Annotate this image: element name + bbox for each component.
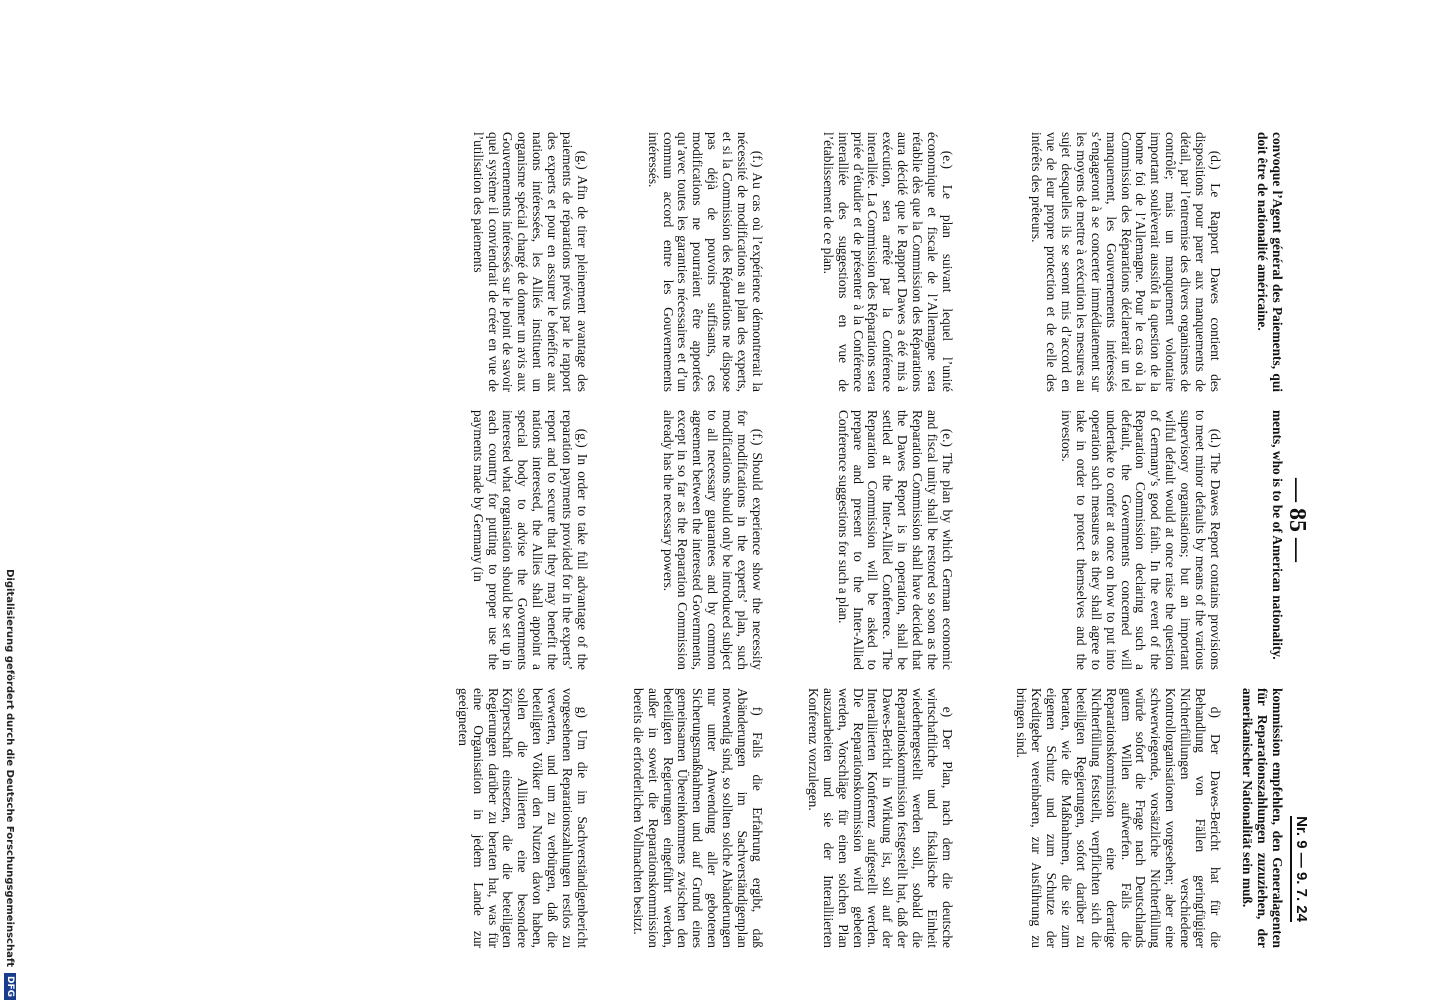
paragraph-text: d) Der Dawes-Bericht hat für die Behandlung von Fällen geringfügiger Nichterfüllungen verschiedene Kontrollorganisationen vorgesehen; aber eine schwerwiegende, vorsätzliche Nichterfüllung würde sofort die Frage nach Deutschlands gutem Willen aufwerfen. Falls die Reparationskommission eine derartige Nichterfüllung feststellt, verpflichten sich die beteiligten Regierungen, sofort darüber zu beraten, wie die Maßnahmen, die sie zum eigenen Schutz und zum Schutze der Kreditgeber vereinbaren, zur Ausführung zu bringen sind. xyxy=(1014,688,1223,948)
dfg-logo-icon: DFG xyxy=(4,973,16,1000)
section-f xyxy=(660,410,764,670)
section-g xyxy=(470,410,589,670)
section-d xyxy=(1058,410,1222,670)
paragraph-text: (f.) Should experience show the necessity for modifications in the experts’ plan, such modifications should only be introduced subject to all necessary guarantees and by common agreement between the interested Governments, except in so far as the Reparation Commission already has the necessary powers. xyxy=(660,410,765,670)
issue-date: Nr. 9 — 9. 7. 24 xyxy=(1290,816,1310,922)
credit-text: Digitalisierung gefördert durch die Deutsche Forschungsgemeinschaft xyxy=(4,569,16,967)
section-g xyxy=(470,132,589,392)
paragraph-text: e) Der Plan, nach dem die deutsche wirtschaftliche und fiskalische Einheit wiederhergestellt werden soll, sobald die Reparationskommission festgestellt hat, daß der Dawes-Bericht in Wirkung ist, soll auf der Interalliierten Konferenz aufgestellt werden. Die Reparationskommission wird gebeten werden, Vorschläge für einen solchen Plan auszuarbeiten und sie der Interalliierten Konferenz vorzulegen. xyxy=(805,688,955,948)
paragraph-text: (g.) Afin de tirer pleinement avantage des paiements de réparations prévus par le rapport des experts et pour en assurer le bénéfice aux nations intéressées, les Alliés instituent un organisme spécial chargé de donner un avis aux Gouvernements intéressés sur le point de savoir quel système il conviendrait de créer en vue de l’utilisation des paiements xyxy=(470,132,590,392)
digitization-credit xyxy=(0,0,20,1000)
section-f xyxy=(630,688,764,948)
page-number: — 85 — xyxy=(1284,478,1310,562)
section-continuation xyxy=(1254,132,1284,392)
section-d xyxy=(1013,688,1222,948)
paragraph-text: (g.) In order to take full advantage of the reparation payments provided for in the experts’ report and to secure that they may benefit the nations interested, the Allies shall appoint a special body to advise the Governments interested what organisation should be set up in each country for putting to proper use the payments made by Germany (in xyxy=(470,410,590,670)
section-e xyxy=(805,688,954,948)
section-e xyxy=(820,132,954,392)
section-continuation xyxy=(1239,688,1284,948)
section-f xyxy=(645,132,764,392)
paragraph-text: (d.) Le Rapport Dawes contient des dispositions pour parer aux manquements de détail, par l’entremise des divers organismes de contrôle; mais un manquement volontaire important soulèverait aussitôt la question de la bonne foi de l’Allemagne. Pour le cas où la Commission des Réparations déclarerait un tel manquement, les Gouvernements intéressés s’engageront à se concerter immédiatement sur les moyens de mettre à exécution les mesures au sujet desquelles ils se seront mis d’accord en vue de leur propre protection et de celle des intérêts des prêteurs. xyxy=(1029,132,1223,392)
paragraph-text: g) Um die im Sachverständigenbericht vorgesehenen Reparationszahlungen restlos zu verwerten, und um zu verbürgen, daß die beteiligten Völker den Nutzen davon haben, sollen die Alliierten eine besondere Körperschaft einsetzen, die die beteiligten Regierungen darüber zu beraten hat, was für eine Organisation in jedem Lande zur geeigneten xyxy=(455,688,590,948)
paragraph-text: ments, who is to be of American nationality. xyxy=(1270,410,1285,660)
section-g xyxy=(455,688,589,948)
paragraph-text: convoque l’Agent général des Paiements, qui doit être de nationalité américaine. xyxy=(1255,132,1285,392)
section-continuation xyxy=(1269,410,1284,670)
paragraph-text: (e.) Le plan suivant lequel l’unité économique et fiscale de l’Allemagne sera rétablie dès que la Commission des Réparations aura décidé que le Rapport Dawes a été mis à exécution, sera arrêté par la Conférence interalliée. La Commission des Réparations sera priée d’étudier et de présenter à la Conférence interalliée des suggestions en vue de l’établissement de ce plan. xyxy=(820,132,955,392)
paragraph-text: (d.) The Dawes Report contains provisions to meet minor defaults by means of the various supervisory organisations; but an important wilful default would at once raise the question of Germany’s good faith. In the event of the Reparation Commission declaring such a default, the Governments concerned will undertake to confer at once on how to put into operation such measures as they shall agree to take in order to protect themselves and the investors. xyxy=(1058,410,1223,670)
paragraph-text: (f.) Au cas où l’expérience démontrerait la nécessité de modifications au plan des experts, et si la Commission des Réparations ne dispose pas déjà de pouvoirs suffisants, ces modifications ne pourraient être apportées qu’avec toutes les garanties nécessaires et d’un commun accord entre les Gouvernements intéressés. xyxy=(645,132,765,392)
paragraph-text: f) Falls die Erfahrung ergibt, daß Abänderungen im Sachverständigenplan notwendig sind, so sollten solche Abänderungen nur unter Anwendung aller gebotenen Sicherungsmaßnahmen und auf Grund eines gemeinsamen Übereinkommens zwischen den beteiligten Regierungen eingeführt werden, außer in soweit die Reparationskommission bereits die erforderlichen Vollmachten besitzt. xyxy=(630,688,765,948)
section-e xyxy=(835,410,954,670)
section-d xyxy=(1028,132,1222,392)
paragraph-text: (e.) The plan by which German economic and fiscal unity shall be restored so soon as the Reparation Commission shall have decided that the Dawes Report is in operation, shall be settled at the Inter-Allied Conference. The Reparation Commission will be asked to prepare and present to the Inter-Allied Conference suggestions for such a plan. xyxy=(835,410,955,670)
paragraph-text: kommission empfehlen, den Generalagenten für Reparationszahlungen zuzuziehen, der amerikanischer Nationalität sein muß. xyxy=(1240,688,1285,948)
